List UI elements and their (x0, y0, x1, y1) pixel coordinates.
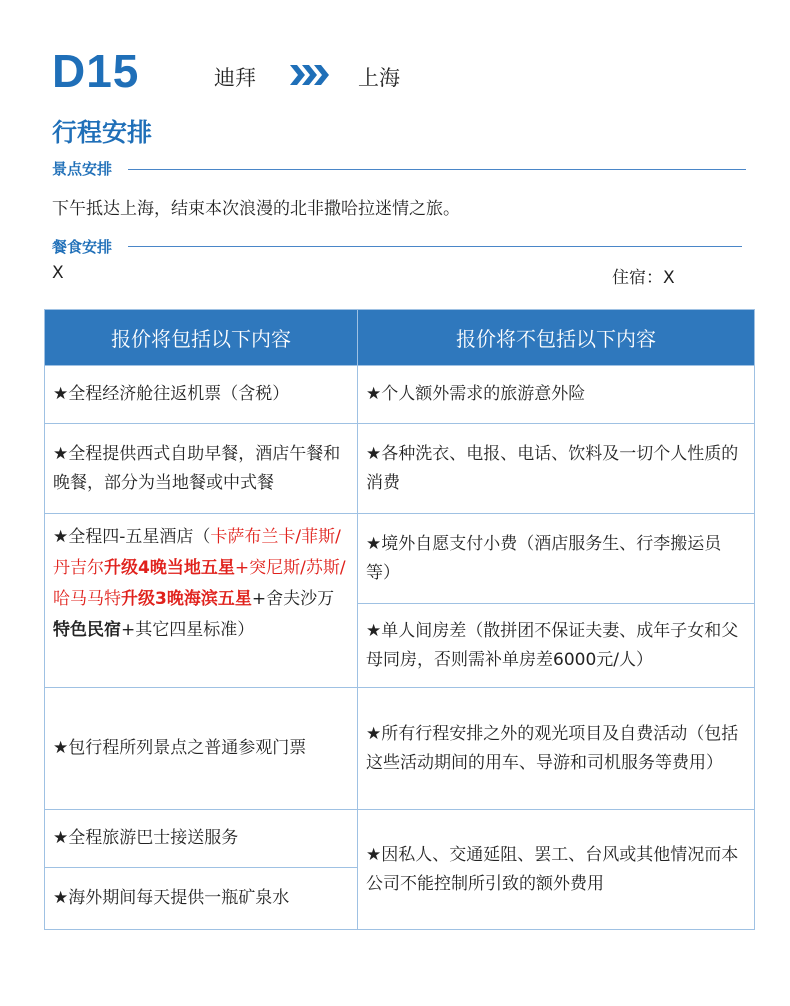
hotel-cities-2: +突尼斯/苏斯/哈马马特 (53, 558, 346, 609)
hotel-text-1: ★全程四-五星酒店（ (53, 527, 211, 547)
hotel-upgrade-1: 升级4晚当地五星 (104, 558, 235, 578)
exclude-header: 报价将不包括以下内容 (358, 310, 755, 366)
meals-heading: 餐食安排 (52, 238, 113, 256)
meals-divider (128, 246, 742, 247)
exclude-item: ★因私人、交通延阻、罢工、台风或其他情况而本公司不能控制所引致的额外费用 (358, 810, 755, 930)
meals-value: X (52, 263, 64, 283)
include-item: ★全程经济舱往返机票（含税） (45, 366, 358, 424)
sights-divider (128, 169, 746, 170)
exclude-item: ★个人额外需求的旅游意外险 (358, 366, 755, 424)
include-header: 报价将包括以下内容 (45, 310, 358, 366)
include-item: ★全程旅游巴士接送服务 (45, 810, 358, 868)
day-number: D15 (52, 45, 140, 97)
lodging-value: 住宿：X (612, 268, 675, 288)
sights-text: 下午抵达上海，结束本次浪漫的北非撒哈拉迷情之旅。 (52, 199, 460, 219)
include-item-hotel (45, 514, 358, 688)
exclude-item: ★境外自愿支付小费（酒店服务生、行李搬运员等） (358, 514, 755, 604)
exclude-item: ★所有行程安排之外的观光项目及自费活动（包括这些活动期间的用车、导游和司机服务等费用） (358, 688, 755, 810)
include-item: ★海外期间每天提供一瓶矿泉水 (45, 868, 358, 930)
origin-city: 迪拜 (214, 66, 256, 90)
hotel-upgrade-2: 升级3晚海滨五星 (121, 589, 252, 609)
triple-chevron-icon (290, 65, 332, 85)
sights-heading: 景点安排 (52, 160, 113, 178)
hotel-cities-1: 卡萨布兰卡/菲斯/丹吉尔 (53, 527, 341, 578)
hotel-special: 特色民宿 (53, 620, 121, 640)
include-item: ★全程提供西式自助早餐，酒店午餐和晚餐，部分为当地餐或中式餐 (45, 424, 358, 514)
section-title: 行程安排 (52, 118, 153, 147)
hotel-text-3: +其它四星标准） (121, 620, 255, 640)
destination-city: 上海 (358, 66, 400, 90)
include-item: ★包行程所列景点之普通参观门票 (45, 688, 358, 810)
exclude-item: ★各种洗衣、电报、电话、饮料及一切个人性质的消费 (358, 424, 755, 514)
exclude-item: ★单人间房差（散拼团不保证夫妻、成年子女和父母同房，否则需补单房差6000元/人） (358, 604, 755, 688)
hotel-text-2: +舍夫沙万 (251, 589, 335, 609)
inclusion-table (44, 309, 755, 930)
